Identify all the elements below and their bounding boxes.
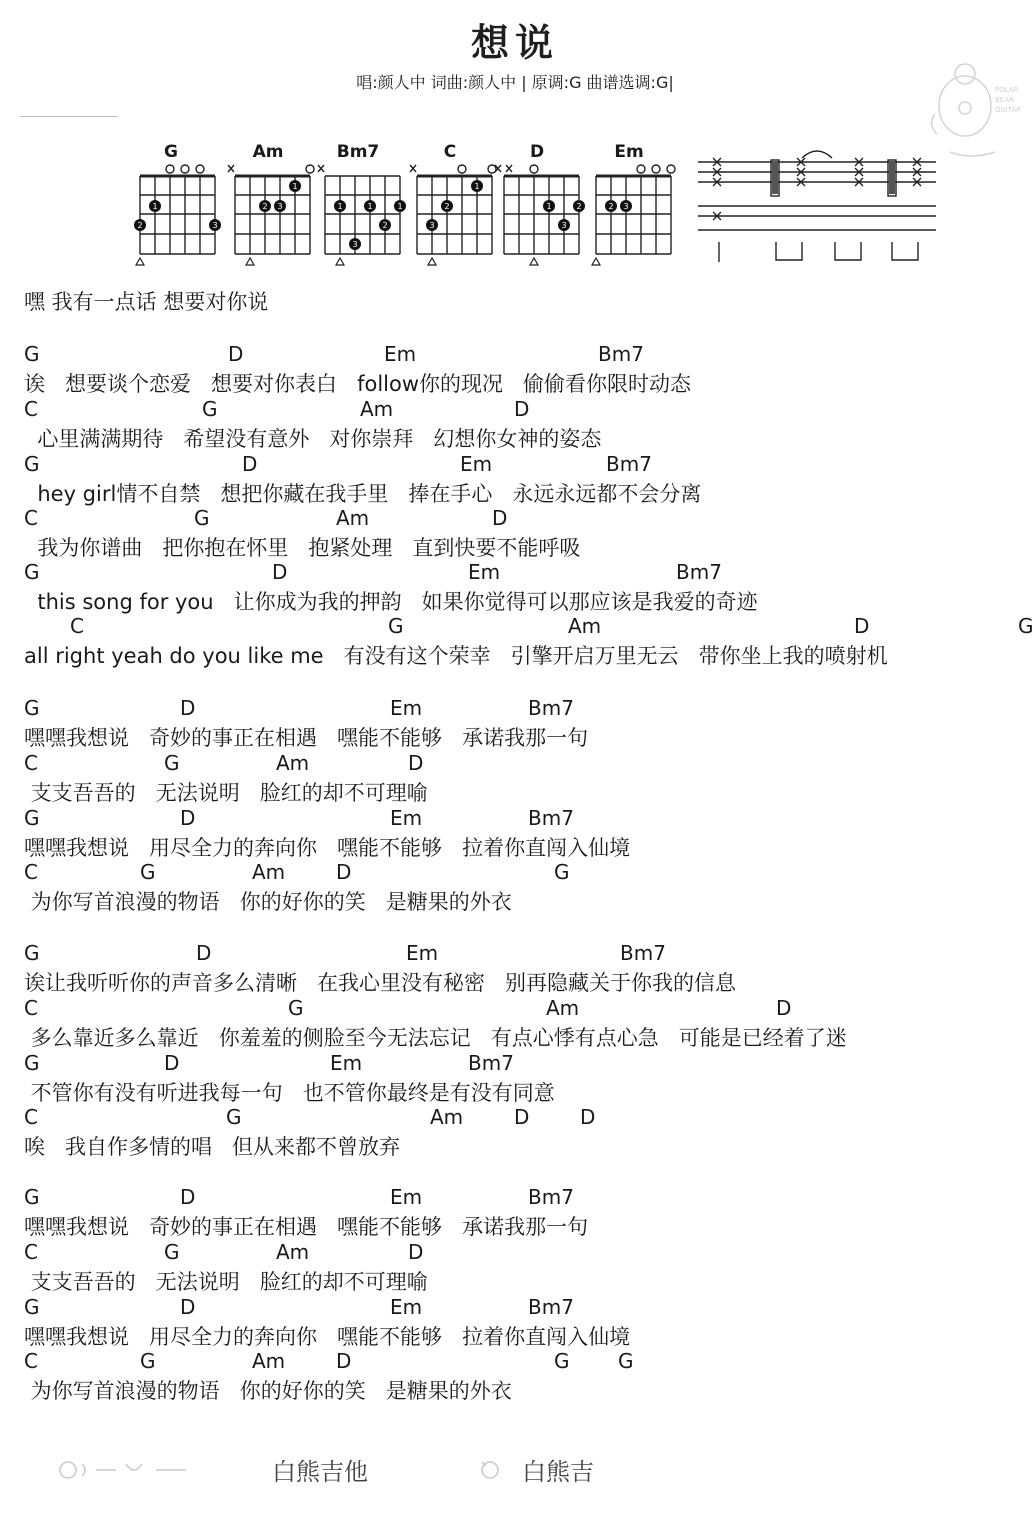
chord-label: Am <box>430 1105 464 1129</box>
brand-logo-icon <box>920 44 1030 164</box>
svg-text:2: 2 <box>382 221 388 230</box>
song-title: 想说 <box>470 21 559 65</box>
chord-label: Am <box>568 614 602 638</box>
lyric-line: 为你写首浪漫的物语 你的好你的笑 是糖果的外衣 <box>24 890 512 914</box>
lyric-line: 嘿嘿我想说 奇妙的事正在相遇 嘿能不能够 承诺我那一句 <box>24 726 589 750</box>
lyric-line: 我为你谱曲 把你抱在怀里 抱紧处理 直到快要不能呼吸 <box>24 536 581 560</box>
svg-text:3: 3 <box>277 202 283 211</box>
chord-label: D <box>336 1349 352 1373</box>
svg-text:3: 3 <box>352 240 358 249</box>
chord-label: G <box>618 1349 634 1373</box>
chord-label: G <box>24 696 40 720</box>
chord-label: D <box>180 1185 196 1209</box>
svg-text:2: 2 <box>576 202 582 211</box>
chord-line <box>24 1105 1030 1131</box>
svg-text:3: 3 <box>429 221 435 230</box>
svg-text:1: 1 <box>152 202 158 211</box>
chord-label: C <box>24 1105 38 1129</box>
chord-label: C <box>24 1240 38 1264</box>
chord-label: D <box>580 1105 596 1129</box>
divider <box>20 116 118 117</box>
chord-label: D <box>492 506 508 530</box>
chord-label: Bm7 <box>620 941 666 965</box>
chord-line <box>24 996 1030 1022</box>
chord-label: G <box>164 1240 180 1264</box>
lyric-line: 唉 我自作多情的唱 但从来都不曾放弃 <box>24 1135 401 1159</box>
svg-text:3: 3 <box>561 221 567 230</box>
chord-label: Bm7 <box>468 1051 514 1075</box>
lyric-line: 诶让我听听你的声音多么清晰 在我心里没有秘密 别再隐藏关于你我的信息 <box>24 971 737 995</box>
chord-name: Bm7 <box>336 142 380 162</box>
chord-label: Bm7 <box>606 452 652 476</box>
chord-label: C <box>24 1349 38 1373</box>
svg-text:3: 3 <box>623 202 629 211</box>
chord-label: D <box>180 806 196 830</box>
chord-label: Am <box>276 751 310 775</box>
chord-label: D <box>180 696 196 720</box>
svg-text:1: 1 <box>367 202 373 211</box>
strum-pattern <box>692 150 942 274</box>
svg-text:1: 1 <box>546 202 552 211</box>
chord-diagram-g <box>128 142 218 272</box>
chord-label: Bm7 <box>598 342 644 366</box>
chord-label: D <box>242 452 258 476</box>
chord-label: C <box>24 751 38 775</box>
svg-text:2: 2 <box>262 202 268 211</box>
footer-brand: 白熊吉他 <box>272 1458 368 1486</box>
footer-watermark <box>0 1450 1030 1490</box>
chord-label: Bm7 <box>528 806 574 830</box>
chord-label: Em <box>390 696 423 720</box>
chord-name: Am <box>252 142 284 162</box>
chord-label: G <box>288 996 304 1020</box>
chord-label: C <box>24 996 38 1020</box>
chord-line <box>24 397 1030 423</box>
chord-line <box>24 1051 1030 1077</box>
chord-label: G <box>24 1185 40 1209</box>
chord-label: Bm7 <box>676 560 722 584</box>
song-credits: 唱:颜人中 词曲:颜人中 | 原调:G 曲谱选调:G| <box>356 73 674 92</box>
chord-label: C <box>24 860 38 884</box>
chord-line <box>24 696 1030 722</box>
chord-label: Em <box>460 452 493 476</box>
lyric-line: 嘿嘿我想说 奇妙的事正在相遇 嘿能不能够 承诺我那一句 <box>24 1215 589 1239</box>
chord-diagram-bm7 <box>313 142 403 272</box>
chord-line <box>24 560 1030 586</box>
chord-label: G <box>24 1295 40 1319</box>
chord-label: D <box>336 860 352 884</box>
svg-text:2: 2 <box>608 202 614 211</box>
chord-label: Em <box>390 1185 423 1209</box>
chord-label: G <box>164 751 180 775</box>
chord-line <box>24 806 1030 832</box>
svg-text:GUITAR: GUITAR <box>995 106 1021 114</box>
chord-label: G <box>554 860 570 884</box>
chord-label: Bm7 <box>528 1185 574 1209</box>
chord-label: Em <box>390 1295 423 1319</box>
lyric-line: 诶 想要谈个恋爱 想要对你表白 follow你的现况 偷偷看你限时动态 <box>24 372 692 396</box>
chord-label: G <box>24 1051 40 1075</box>
lyric-line: hey girl情不自禁 想把你藏在我手里 捧在手心 永远永远都不会分离 <box>24 482 702 506</box>
chord-label: G <box>24 941 40 965</box>
chord-label: Em <box>406 941 439 965</box>
chord-label: G <box>194 506 210 530</box>
lyric-line: 为你写首浪漫的物语 你的好你的笑 是糖果的外衣 <box>24 1379 512 1403</box>
chord-label: Am <box>252 1349 286 1373</box>
chord-label: Em <box>468 560 501 584</box>
chord-name: G <box>164 142 178 162</box>
chord-label: Em <box>384 342 417 366</box>
chord-label: Bm7 <box>528 1295 574 1319</box>
chord-label: D <box>228 342 244 366</box>
chord-line <box>24 342 1030 368</box>
lyric-line: 嘿嘿我想说 用尽全力的奔向你 嘿能不能够 拉着你直闯入仙境 <box>24 1325 631 1349</box>
chord-label: G <box>140 1349 156 1373</box>
chord-label: Am <box>546 996 580 1020</box>
svg-text:1: 1 <box>474 182 480 191</box>
footer-brand: 白熊吉 <box>522 1458 594 1486</box>
chord-label: D <box>854 614 870 638</box>
chord-label: C <box>70 614 84 638</box>
chord-label: G <box>24 560 40 584</box>
intro-lyric: 嘿 我有一点话 想要对你说 <box>24 290 269 314</box>
chord-label: D <box>196 941 212 965</box>
chord-label: G <box>226 1105 242 1129</box>
chord-diagram-am <box>223 142 313 272</box>
chord-label: G <box>1018 614 1034 638</box>
chord-line <box>24 1240 1030 1266</box>
chord-label: D <box>164 1051 180 1075</box>
chord-label: D <box>272 560 288 584</box>
chord-name: D <box>529 142 545 162</box>
chord-label: D <box>408 751 424 775</box>
chord-label: C <box>24 506 38 530</box>
chord-diagram-em <box>584 142 674 272</box>
chord-label: D <box>180 1295 196 1319</box>
svg-text:2: 2 <box>137 221 143 230</box>
svg-text:1: 1 <box>292 182 298 191</box>
chord-label: G <box>388 614 404 638</box>
chord-label: Am <box>360 397 394 421</box>
svg-text:BEAR: BEAR <box>995 96 1014 104</box>
chord-line <box>24 452 1030 478</box>
chord-label: Am <box>336 506 370 530</box>
chord-label: G <box>24 342 40 366</box>
chord-label: Am <box>276 1240 310 1264</box>
chord-line <box>24 860 1030 886</box>
lyric-line: 不管你有没有听进我每一句 也不管你最终是有没有同意 <box>24 1081 555 1105</box>
chord-label: G <box>24 806 40 830</box>
chord-label: Em <box>390 806 423 830</box>
svg-text:POLAR: POLAR <box>995 86 1019 94</box>
chord-label: D <box>514 1105 530 1129</box>
chord-label: Am <box>252 860 286 884</box>
chord-diagram-c <box>405 142 495 272</box>
chord-label: D <box>408 1240 424 1264</box>
chord-name: C <box>443 142 457 162</box>
lyric-line: this song for you 让你成为我的押韵 如果你觉得可以那应该是我爱的奇迹 <box>24 590 758 614</box>
svg-text:1: 1 <box>337 202 343 211</box>
svg-text:3: 3 <box>212 221 218 230</box>
chord-label: C <box>24 397 38 421</box>
chord-label: Bm7 <box>528 696 574 720</box>
chord-label: G <box>140 860 156 884</box>
svg-text:2: 2 <box>444 202 450 211</box>
chord-label: Em <box>330 1051 363 1075</box>
chord-name: Em <box>614 142 644 162</box>
chord-label: G <box>202 397 218 421</box>
bear-logo-icon <box>56 1456 206 1488</box>
chord-line <box>24 751 1030 777</box>
lyric-line: 嘿嘿我想说 用尽全力的奔向你 嘿能不能够 拉着你直闯入仙境 <box>24 836 631 860</box>
chord-line <box>24 1295 1030 1321</box>
chord-label: G <box>24 452 40 476</box>
chord-line <box>24 506 1030 532</box>
lyric-line: 心里满满期待 希望没有意外 对你崇拜 幻想你女神的姿态 <box>24 427 602 451</box>
lyric-line: 支支吾吾的 无法说明 脸红的却不可理喻 <box>24 1270 428 1294</box>
chord-line <box>24 1349 1030 1375</box>
svg-text:1: 1 <box>397 202 403 211</box>
bear-logo-icon <box>476 1456 506 1488</box>
chord-label: D <box>514 397 530 421</box>
lyric-line: 多么靠近多么靠近 你羞羞的侧脸至今无法忘记 有点心悸有点心急 可能是已经着了迷 <box>24 1026 847 1050</box>
chord-line <box>24 614 1034 640</box>
chord-label: G <box>554 1349 570 1373</box>
chord-label: D <box>776 996 792 1020</box>
lyric-line: 支支吾吾的 无法说明 脸红的却不可理喻 <box>24 781 428 805</box>
chord-diagram-d <box>492 142 582 272</box>
chord-line <box>24 941 1030 967</box>
lyric-line: all right yeah do you like me 有没有这个荣幸 引擎开启万里无云 带你坐上我的喷射机 <box>24 644 888 668</box>
chord-line <box>24 1185 1030 1211</box>
